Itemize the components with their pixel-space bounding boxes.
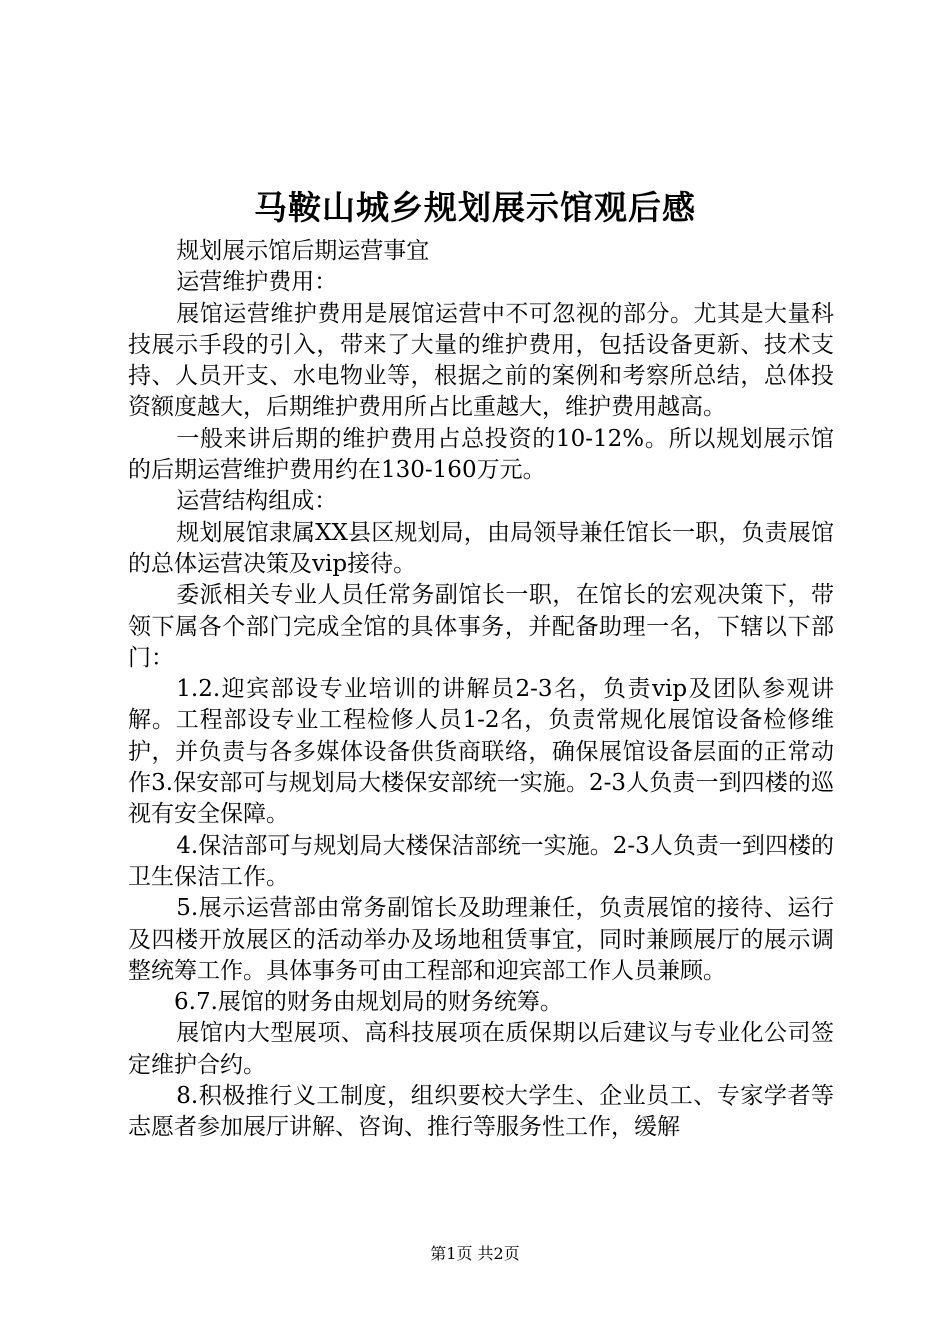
document-body — [128, 236, 834, 1144]
document-title: 马鞍山城乡规划展示馆观后感 — [254, 188, 696, 227]
paragraph: 1.2.迎宾部设专业培训的讲解员2-3名，负责vip及团队参观讲解。工程部设专业工程检修人员1-2名，负责常规化展馆设备检修维护，并负责与各多媒体设备供货商联络，确保展馆设备层面的正常动作3.保安部可与规划局大楼保安部统一实施。2-3人负责一到四楼的巡视有安全保障。 — [128, 676, 834, 828]
paragraph: 5.展示运营部由常务副馆长及助理兼任，负责展馆的接待、运行及四楼开放展区的活动举办及场地租赁事宜，同时兼顾展厅的展示调整统筹工作。具体事务可由工程部和迎宾部工作人员兼顾。 — [128, 895, 834, 984]
paragraph: 委派相关专业人员任常务副馆长一职，在馆长的宏观决策下，带领下属各个部门完成全馆的具体事务，并配备助理一名，下辖以下部门： — [128, 582, 834, 671]
paragraph: 6.7.展馆的财务由规划局的财务统筹。 — [174, 989, 563, 1016]
paragraph-section-maintenance: 运营维护费用： — [176, 269, 338, 296]
paragraph: 展馆运营维护费用是展馆运营中不可忽视的部分。尤其是大量科技展示手段的引入，带来了大量的维护费用，包括设备更新、技术支持、人员开支、水电物业等，根据之前的案例和考察所总结，总体投资额度越大，后期维护费用所占比重越大，维护费用越高。 — [128, 300, 834, 421]
paragraph: 规划展馆隶属XX县区规划局，由局领导兼任馆长一职，负责展馆的总体运营决策及vip接待。 — [128, 519, 834, 577]
paragraph: 展馆内大型展项、高科技展项在质保期以后建议与专业化公司签定维护合约。 — [128, 1020, 834, 1078]
page-number: 第1页 共2页 — [430, 1244, 520, 1263]
paragraph: 4.保洁部可与规划局大楼保洁部统一实施。2-3人负责一到四楼的卫生保洁工作。 — [128, 832, 834, 890]
paragraph: 8.积极推行义工制度，组织要校大学生、企业员工、专家学者等志愿者参加展厅讲解、咨询、推行等服务性工作，缓解 — [128, 1083, 834, 1141]
paragraph-section-structure: 运营结构组成： — [176, 488, 338, 515]
paragraph: 一般来讲后期的维护费用占总投资的10-12%。所以规划展示馆的后期运营维护费用约在130-160万元。 — [128, 425, 834, 484]
paragraph-subtitle: 规划展示馆后期运营事宜 — [176, 238, 430, 264]
